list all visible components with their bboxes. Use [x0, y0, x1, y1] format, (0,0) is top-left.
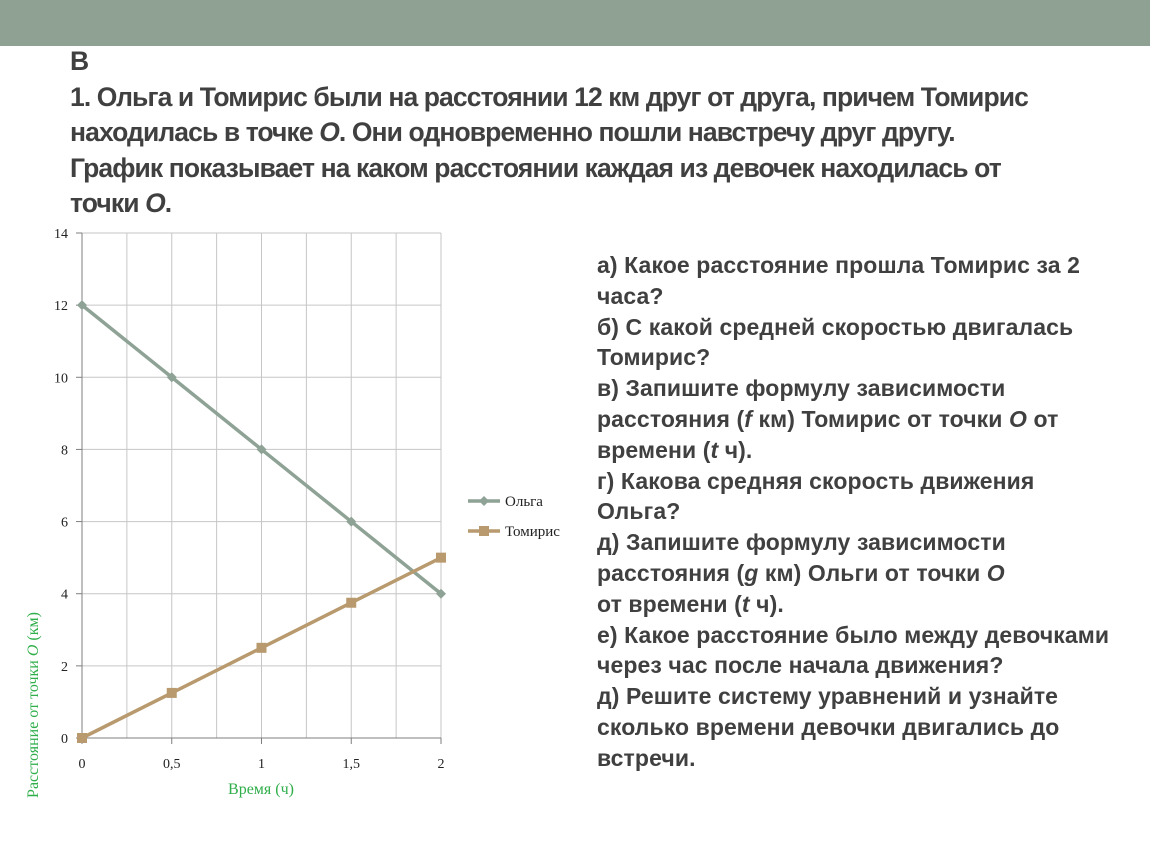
y-tick-label: 6 [61, 515, 68, 531]
y-tick-label: 2 [61, 659, 68, 675]
question-b: б) С какой средней скоростью двигалась [597, 313, 1074, 340]
legend-marker-tomiris [479, 526, 489, 536]
heading-line-4: точки О. [70, 188, 172, 218]
x-tick-label: 2 [437, 757, 445, 772]
y-tick-label: 0 [61, 732, 68, 747]
question-v-line2: расстояния (f км) Томирис от точки О от [597, 405, 1059, 432]
x-axis-title: Время (ч) [228, 781, 294, 798]
legend-marker-olga [479, 496, 489, 506]
y-tick-label: 10 [54, 371, 68, 387]
top-bar [0, 0, 1150, 46]
data-point-tomiris [77, 733, 87, 743]
question-e-cont: через час после начала движения? [597, 652, 1004, 679]
question-d1-line3: от времени (t ч). [597, 590, 784, 617]
chart-tick-labels [54, 227, 445, 772]
problem-heading [70, 44, 1130, 222]
data-point-tomiris [257, 643, 267, 653]
question-v-line3: времени (t ч). [597, 436, 753, 463]
chart-legend [468, 494, 560, 540]
question-a: а) Какое расстояние прошла Томирис за 2 [597, 252, 1080, 278]
x-tick-label: 1,5 [342, 757, 360, 772]
heading-line-1: 1. Ольга и Томирис были на расстоянии 12 км друг от друга, причем Томирис [70, 81, 1028, 112]
question-e: е) Какое расстояние было между девочками [597, 621, 1110, 648]
x-tick-label: 0,5 [163, 757, 181, 772]
question-g-cont: Ольга? [597, 498, 681, 525]
heading-line-3: График показывает на каком расстоянии каждая из девочек находилась от [70, 152, 1001, 183]
data-point-tomiris [346, 598, 356, 608]
x-tick-label: 1 [258, 757, 265, 772]
question-g: г) Какова средняя скорость движения [597, 467, 1035, 494]
y-tick-label: 12 [54, 299, 68, 315]
distance-time-chart [0, 220, 590, 810]
question-d2: д) Решите систему уравнений и узнайте [597, 683, 1059, 710]
legend-label-tomiris: Томирис [505, 524, 560, 540]
data-point-tomiris [436, 553, 446, 563]
question-d2-cont2: встречи. [597, 744, 696, 771]
question-b-cont: Томирис? [597, 344, 711, 371]
question-d1-line2: расстояния (g км) Ольги от точки О [597, 559, 1005, 586]
heading-line-2: находилась в точке О. Они одновременно пошли навстречу друг другу. [70, 117, 955, 147]
y-tick-label: 4 [61, 587, 68, 603]
question-v: в) Запишите формулу зависимости [597, 375, 1006, 402]
y-tick-label: 14 [54, 227, 68, 242]
data-point-tomiris [167, 688, 177, 698]
chart-grid [76, 233, 441, 744]
questions-list [597, 250, 1150, 774]
y-axis-title: Расстояние от точки О (км) [25, 612, 42, 798]
y-tick-label: 8 [61, 443, 68, 459]
x-tick-label: 0 [78, 757, 86, 772]
point-o-label: О [319, 117, 339, 147]
question-d1: д) Запишите формулу зависимости [597, 529, 1006, 556]
legend-label-olga: Ольга [505, 494, 543, 510]
variant-label: В [70, 46, 89, 76]
question-a-cont: часа? [597, 282, 664, 309]
question-d2-cont: сколько времени девочки двигались до [597, 713, 1060, 740]
